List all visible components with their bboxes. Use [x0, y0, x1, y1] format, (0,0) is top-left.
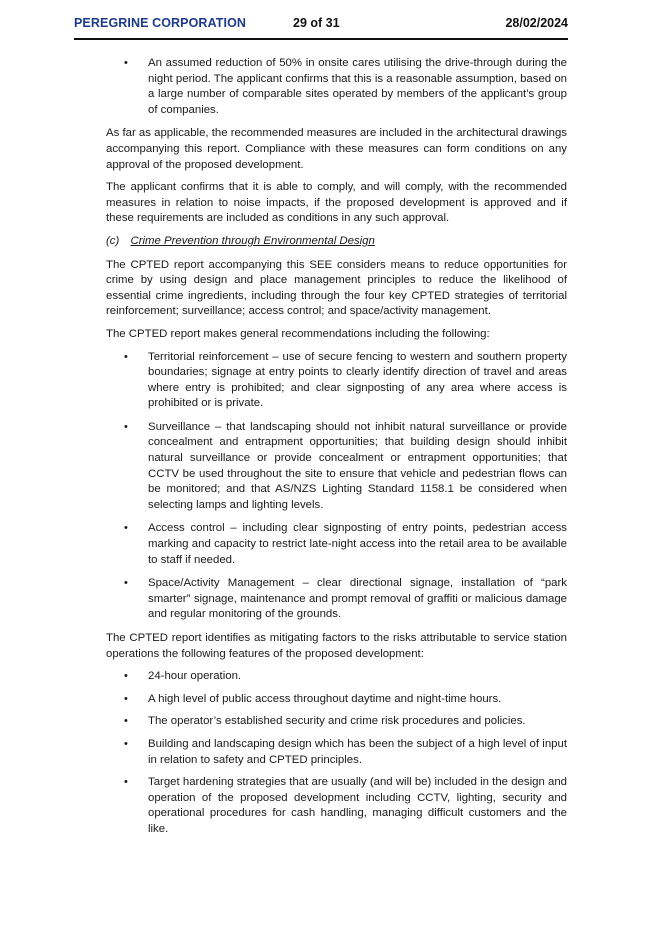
list-item	[106, 714, 567, 730]
list-item-text: Surveillance – that landscaping should not inhibit natural surveillance or provide concealment and entrapment opportunities; that building design should inhibit natural surveillance or provide concealment or entrapment opportunities; that CCTV be used throughout the site to ensure that vehicle and pedestrian flows can be monitored; and that AS/NZS Lighting Standard 1158.1 be considered when selecting lamps and lighting levels.	[148, 420, 567, 511]
page-number: 29 of 31	[293, 16, 340, 30]
bullet-icon: •	[124, 420, 128, 433]
paragraph-cpted-intro: The CPTED report accompanying this SEE considers means to reduce opportunities for crime by using design and place management principles to reduce the likelihood of essential crime ingredients, including through the four key CPTED strategies of territorial reinforcement; surveillance; access control; and space/activity management.	[106, 258, 567, 318]
list-item	[106, 669, 567, 685]
page-header	[74, 14, 568, 36]
list-item	[106, 692, 567, 708]
list-item-text: Territorial reinforcement – use of secure fencing to western and southern property boundaries; signage at entry points to clearly identify direction of travel and areas where entry is prohibited; and clear signposting of any area where access is prohibited or is private.	[148, 350, 567, 410]
section-title: Crime Prevention through Environmental Design	[130, 234, 375, 247]
bullet-icon: •	[124, 715, 128, 728]
list-item	[106, 420, 567, 514]
paragraph-mitigating-lead: The CPTED report identifies as mitigating factors to the risks attributable to service station operations the following features of the proposed development:	[106, 632, 567, 660]
list-item-text: 24-hour operation.	[148, 670, 242, 683]
section-letter: (c)	[106, 234, 120, 247]
bullet-icon: •	[124, 577, 128, 590]
list-item-text: An assumed reduction of 50% in onsite cares utilising the drive-through during the night period. The applicant confirms that this is a reasonable assumption, based on a large number of comparable sites operated by members of the applicant’s group of companies.	[148, 57, 567, 116]
mitigating-factors-list	[106, 669, 567, 837]
header-divider	[74, 38, 568, 40]
bullet-icon: •	[124, 522, 128, 535]
list-item	[106, 521, 567, 568]
list-item	[106, 56, 567, 118]
list-item-text: Access control – including clear signposting of entry points, pedestrian access marking and capacity to restrict late-night access into the retail area to be available to staff if needed.	[148, 522, 567, 566]
list-item-text: The operator’s established security and crime risk procedures and policies.	[148, 715, 526, 728]
recommendations-list	[106, 350, 567, 624]
list-item	[106, 737, 567, 768]
intro-bullet-list	[106, 56, 567, 118]
bullet-icon: •	[124, 670, 128, 683]
paragraph-recommendations-lead: The CPTED report makes general recommendations including the following:	[106, 327, 490, 340]
bullet-icon: •	[124, 57, 128, 69]
company-name: PEREGRINE CORPORATION	[74, 16, 247, 30]
list-item-text: Building and landscaping design which has been the subject of a high level of input in relation to safety and CPTED principles.	[148, 737, 567, 766]
bullet-icon: •	[124, 737, 128, 750]
bullet-icon: •	[124, 350, 128, 363]
bullet-icon: •	[124, 776, 128, 789]
list-item-text: Space/Activity Management – clear directional signage, installation of “park smarter” signage, maintenance and prompt removal of graffiti or malicious damage and regular monitoring of the grounds.	[148, 577, 567, 621]
paragraph-measures: As far as applicable, the recommended measures are included in the architectural drawings accompanying this report. Compliance with these measures can form conditions on any approval of the proposed development.	[106, 127, 567, 171]
bullet-icon: •	[124, 692, 128, 705]
paragraph-compliance: The applicant confirms that it is able to comply, and will comply, with the recommended measures in relation to noise impacts, if the proposed development is approved and if these requirements are included as conditions in any such approval.	[106, 181, 567, 225]
document-body	[106, 56, 567, 845]
list-item	[106, 775, 567, 837]
list-item	[106, 576, 567, 623]
document-date: 28/02/2024	[505, 16, 568, 30]
list-item	[106, 350, 567, 412]
list-item-text: A high level of public access throughout daytime and night-time hours.	[148, 692, 502, 705]
list-item-text: Target hardening strategies that are usually (and will be) included in the design and operation of the proposed development including CCTV, lighting, security and operational procedures for cash handling, managing difficult customers and the like.	[148, 776, 567, 835]
section-heading	[106, 234, 567, 250]
